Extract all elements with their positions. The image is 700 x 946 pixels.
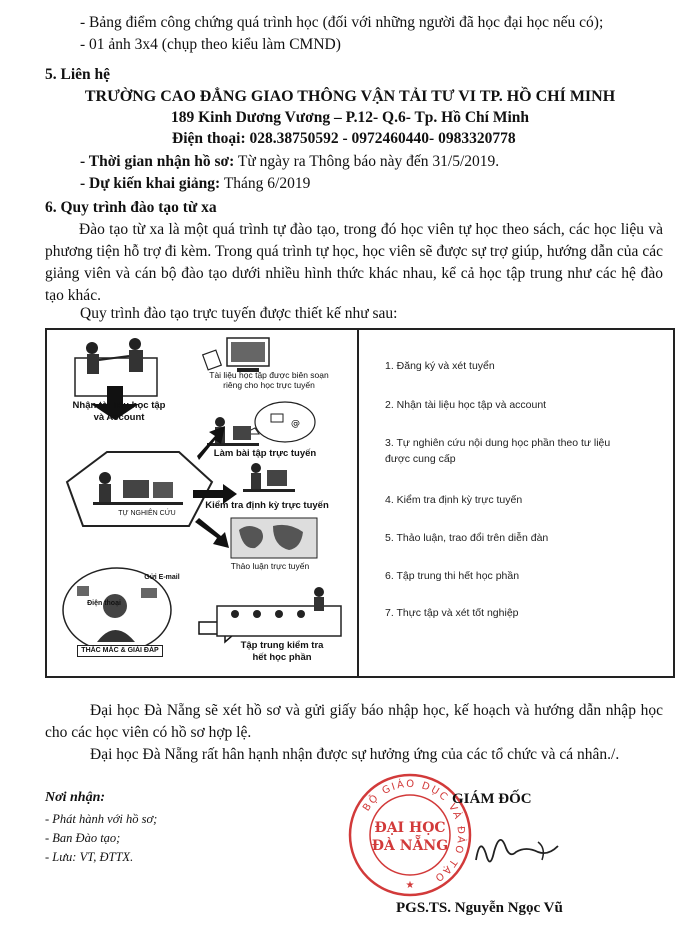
label-self-study: TỰ NGHIÊN CỨU	[118, 510, 176, 517]
step-3: 3. Tự nghiên cứu nội dung học phần theo tư liệu được cung cấp	[385, 437, 611, 465]
label-final-exam: Tập trung kiểm tra hết học phần	[240, 640, 324, 663]
label-online-materials: Tài liệu học tập được biên soạn riêng cho học trực tuyến	[209, 370, 329, 390]
signer-name: PGS.TS. Nguyễn Ngọc Vũ	[396, 900, 563, 916]
svg-text:@: @	[291, 419, 300, 429]
step-6: 6. Tập trung thi hết học phần	[385, 570, 520, 582]
process-intro: Quy trình đào tạo trực tuyến được thiết kế như sau:	[80, 305, 398, 322]
school-name: TRƯỜNG CAO ĐẲNG GIAO THÔNG VẬN TẢI TƯ VI TP. HỒ CHÍ MINH	[84, 88, 616, 105]
label-periodic-test: Kiểm tra định kỳ trực tuyến	[205, 500, 329, 511]
start-line	[80, 173, 310, 195]
phone-label: Điện thoại:	[172, 130, 246, 147]
label-receive-materials: Nhận tài liệu học tập và Account	[72, 400, 166, 423]
closing-paragraph-2: Đại học Đà Nẵng rất hân hạnh nhận được sự hưởng ứng của các tổ chức và cá nhân./.	[90, 746, 620, 763]
step-7: 7. Thực tập và xét tốt nghiệp	[385, 607, 519, 619]
label-email: Gửi E-mail	[144, 574, 180, 581]
label-online-exercises: Làm bài tập trực tuyến	[213, 448, 317, 459]
recipient-item: - Lưu: VT, ĐTTX.	[45, 850, 134, 864]
start-value: Tháng 6/2019	[220, 175, 311, 192]
test-person-icon	[243, 463, 295, 492]
chat-bubble-icon	[243, 402, 315, 442]
step-2: 2. Nhận tài liệu học tập và account	[385, 399, 547, 411]
world-map-icon	[231, 518, 317, 558]
deadline-value: Từ ngày ra Thông báo này đến 31/5/2019.	[234, 153, 500, 170]
signature-title: GIÁM ĐỐC	[452, 791, 532, 807]
process-diagram	[45, 328, 359, 678]
section-5-heading: 5. Liên hệ	[45, 66, 111, 83]
process-paragraph: Đào tạo từ xa là một quá trình tự đào tạo, trong đó học viên tự học theo sách, các học liệu và phương tiện hỗ trợ đi kèm. Trong quá trình tự học, học viên sẽ được sự trợ giúp, hướng dẫn của các giảng viên và cán bộ đào tạo dưới nhiều hình thức khác nhau, kể cả học tập trung như các hệ đào tạo khác.	[45, 221, 663, 304]
official-stamp	[345, 770, 475, 900]
step-5: 5. Thảo luận, trao đổi trên diễn đàn	[385, 532, 549, 544]
recipients-list	[45, 810, 157, 867]
recipient-item: - Ban Đào tạo;	[45, 831, 121, 845]
phone-value: 028.38750592 - 0972460440- 0983320778	[245, 130, 516, 147]
doc-item-transcript: - Bảng điểm công chứng quá trình học (đối với những người đã học đại học nếu có);	[80, 14, 604, 31]
stamp-line-1: ĐẠI HỌC	[374, 820, 446, 836]
stamp-star: ★	[405, 880, 415, 891]
school-phone	[172, 128, 516, 150]
computer-materials-icon	[203, 338, 269, 372]
label-online-discussion: Thảo luận trực tuyến	[230, 561, 310, 571]
doc-item-photo: - 01 ảnh 3x4 (chụp theo kiểu làm CMND)	[80, 36, 341, 53]
label-phone: Điện thoại	[87, 600, 121, 607]
school-address: 189 Kinh Dương Vương – P.12- Q.6- Tp. Hồ Chí Minh	[170, 109, 530, 126]
recipients-title: Nơi nhận:	[45, 790, 106, 805]
stamp-ring-text: BỘ GIÁO DỤC VÀ ĐÀO TẠO	[361, 778, 467, 885]
handwritten-signature-icon	[468, 820, 588, 880]
step-4: 4. Kiểm tra định kỳ trực tuyến	[385, 494, 523, 506]
deadline-line	[80, 151, 499, 173]
section-6-heading: 6. Quy trình đào tạo từ xa	[45, 199, 217, 216]
step-1: 1. Đăng ký và xét tuyển	[385, 360, 495, 372]
recipient-item: - Phát hành với hồ sơ;	[45, 812, 158, 826]
exam-hall-icon	[217, 587, 341, 636]
deadline-label: - Thời gian nhận hồ sơ:	[80, 153, 235, 170]
closing-paragraph-1: Đại học Đà Nẵng sẽ xét hồ sơ và gửi giấy báo nhập học, kế hoạch và hướng dẫn nhập học cho các học viên có hồ sơ hợp lệ.	[45, 702, 663, 741]
start-label: - Dự kiến khai giảng:	[80, 175, 221, 192]
stamp-line-2: ĐÀ NẴNG	[371, 838, 449, 854]
label-qa: THẮC MẮC & GIẢI ĐÁP	[77, 645, 163, 657]
